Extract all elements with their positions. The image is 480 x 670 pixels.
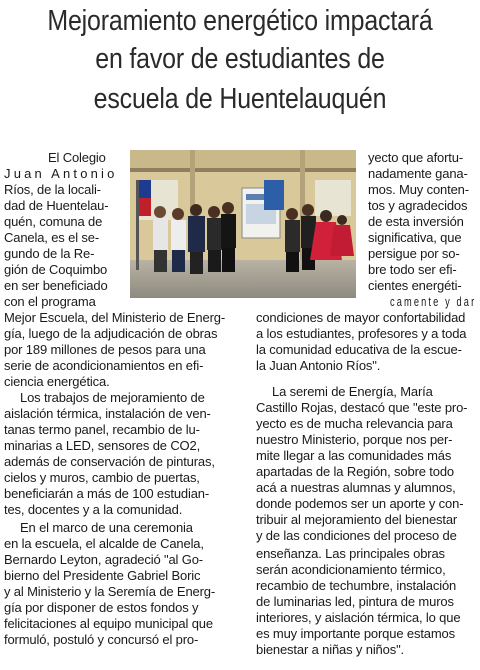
text-line: significativa, que	[368, 230, 462, 245]
text-line: bierno del Presidente Gabriel Boric	[4, 568, 201, 583]
text-line: mos. Muy conten-	[368, 182, 469, 197]
text-line: Castillo Rojas, destacó que "este pro-	[256, 400, 468, 415]
text-line: felicitaciones al equipo municipal que	[4, 616, 213, 631]
text-line: por 189 millones de pesos para una	[4, 342, 206, 357]
headline-line: en favor de estudiantes de	[95, 43, 385, 75]
text-line: ciencia energética.	[4, 374, 110, 389]
text-line: Canela, es el se-	[4, 230, 100, 245]
text-line: serán acondicionamiento térmico,	[256, 562, 446, 577]
text-line: condiciones de mayor confortabilidad	[256, 310, 466, 325]
text-line: donde podemos ser un aporte y con-	[256, 496, 464, 511]
text-line: beneficiarán a más de 100 estudian-	[4, 486, 210, 501]
text-line: yecto que afortu-	[368, 150, 464, 165]
text-line: Mejor Escuela, del Ministerio de Energ-	[4, 310, 226, 325]
text-line: es muy importante porque estamos	[256, 626, 455, 641]
text-line: nadamente gana-	[368, 166, 468, 181]
text-line: persigue por so-	[368, 246, 460, 261]
text-line: Ríos, de la locali-	[4, 182, 101, 197]
text-line: tribuir al mejoramiento del bienestar	[256, 512, 458, 527]
text-line: yecto es de mucha relevancia para	[256, 416, 453, 431]
text-line: gundo de la Re-	[4, 246, 95, 261]
text-line: con el programa	[4, 294, 96, 309]
text-line: El Colegio	[48, 150, 106, 165]
text-line: y al Ministerio y la Seremía de Energ-	[4, 584, 216, 599]
text-line: dad de Huentelau-	[4, 198, 109, 213]
text-line: formuló, postuló y concursó el pro-	[4, 632, 199, 647]
text-line: gía por disponer de estos fondos y	[4, 600, 199, 615]
text-line: en la escuela, el alcalde de Canela,	[4, 536, 204, 551]
text-line: Los trabajos de mejoramiento de	[20, 390, 205, 405]
ceremony-photo-icon	[130, 150, 356, 298]
text-line: serie de acondicionamientos en efi-	[4, 358, 204, 373]
text-line: tos y agradecidos	[368, 198, 468, 213]
text-line: y de las condiciones del proceso de	[256, 528, 457, 543]
headline-line: escuela de Huentelauquén	[93, 83, 387, 115]
text-line: enseñanza. Las principales obras	[256, 546, 445, 561]
text-line: La seremi de Energía, María	[272, 384, 433, 399]
text-line: bienestar a niñas y niños".	[256, 642, 404, 657]
text-line: gión de Coquimbo	[4, 262, 108, 277]
text-line: cientes energéti-	[368, 278, 462, 293]
text-line: además de conservación de pinturas,	[4, 454, 215, 469]
text-line: bre todo ser efi-	[368, 262, 457, 277]
text-line: minarias a LED, sensores de CO2,	[4, 438, 201, 453]
text-line: la Juan Antonio Ríos".	[256, 358, 381, 373]
text-line: nuestro Ministerio, porque nos per-	[256, 432, 453, 447]
text-line: de esta inversión	[368, 214, 464, 229]
text-line: de luminarias led, pintura de muros	[256, 594, 454, 609]
article-photo	[130, 150, 356, 298]
text-line: acá a nuestras alumnas y alumnos,	[256, 480, 456, 495]
text-line: tanas termo panel, recambio de lu-	[4, 422, 200, 437]
headline-line: Mejoramiento energético impactará	[47, 5, 433, 37]
text-line: la comunidad educativa de la escue-	[256, 342, 462, 357]
text-line: Bernardo Leyton, agradeció "al Go-	[4, 552, 203, 567]
text-line: cielos y muros, cambio de puertas,	[4, 470, 200, 485]
text-line: apartadas de la Región, sobre todo	[256, 464, 454, 479]
text-line: recambio de techumbre, instalación	[256, 578, 457, 593]
text-line: quén, comuna de	[4, 214, 103, 229]
text-line: gía, luego de la adjudicación de obras	[4, 326, 218, 341]
text-line: mite llegar a las comunidades más	[256, 448, 452, 463]
text-line: En el marco de una ceremonia	[20, 520, 193, 535]
headline	[0, 0, 480, 130]
text-line: interiores, y aislación térmica, lo que	[256, 610, 461, 625]
text-line: Juan Antonio	[4, 166, 118, 181]
text-line: camente y dar	[390, 294, 477, 309]
text-line: aislación térmica, instalación de ven-	[4, 406, 211, 421]
text-line: tes, docentes y a la comunidad.	[4, 502, 183, 517]
text-line: a los estudiantes, profesores y a toda	[256, 326, 467, 341]
text-line: en ser beneficiado	[4, 278, 108, 293]
